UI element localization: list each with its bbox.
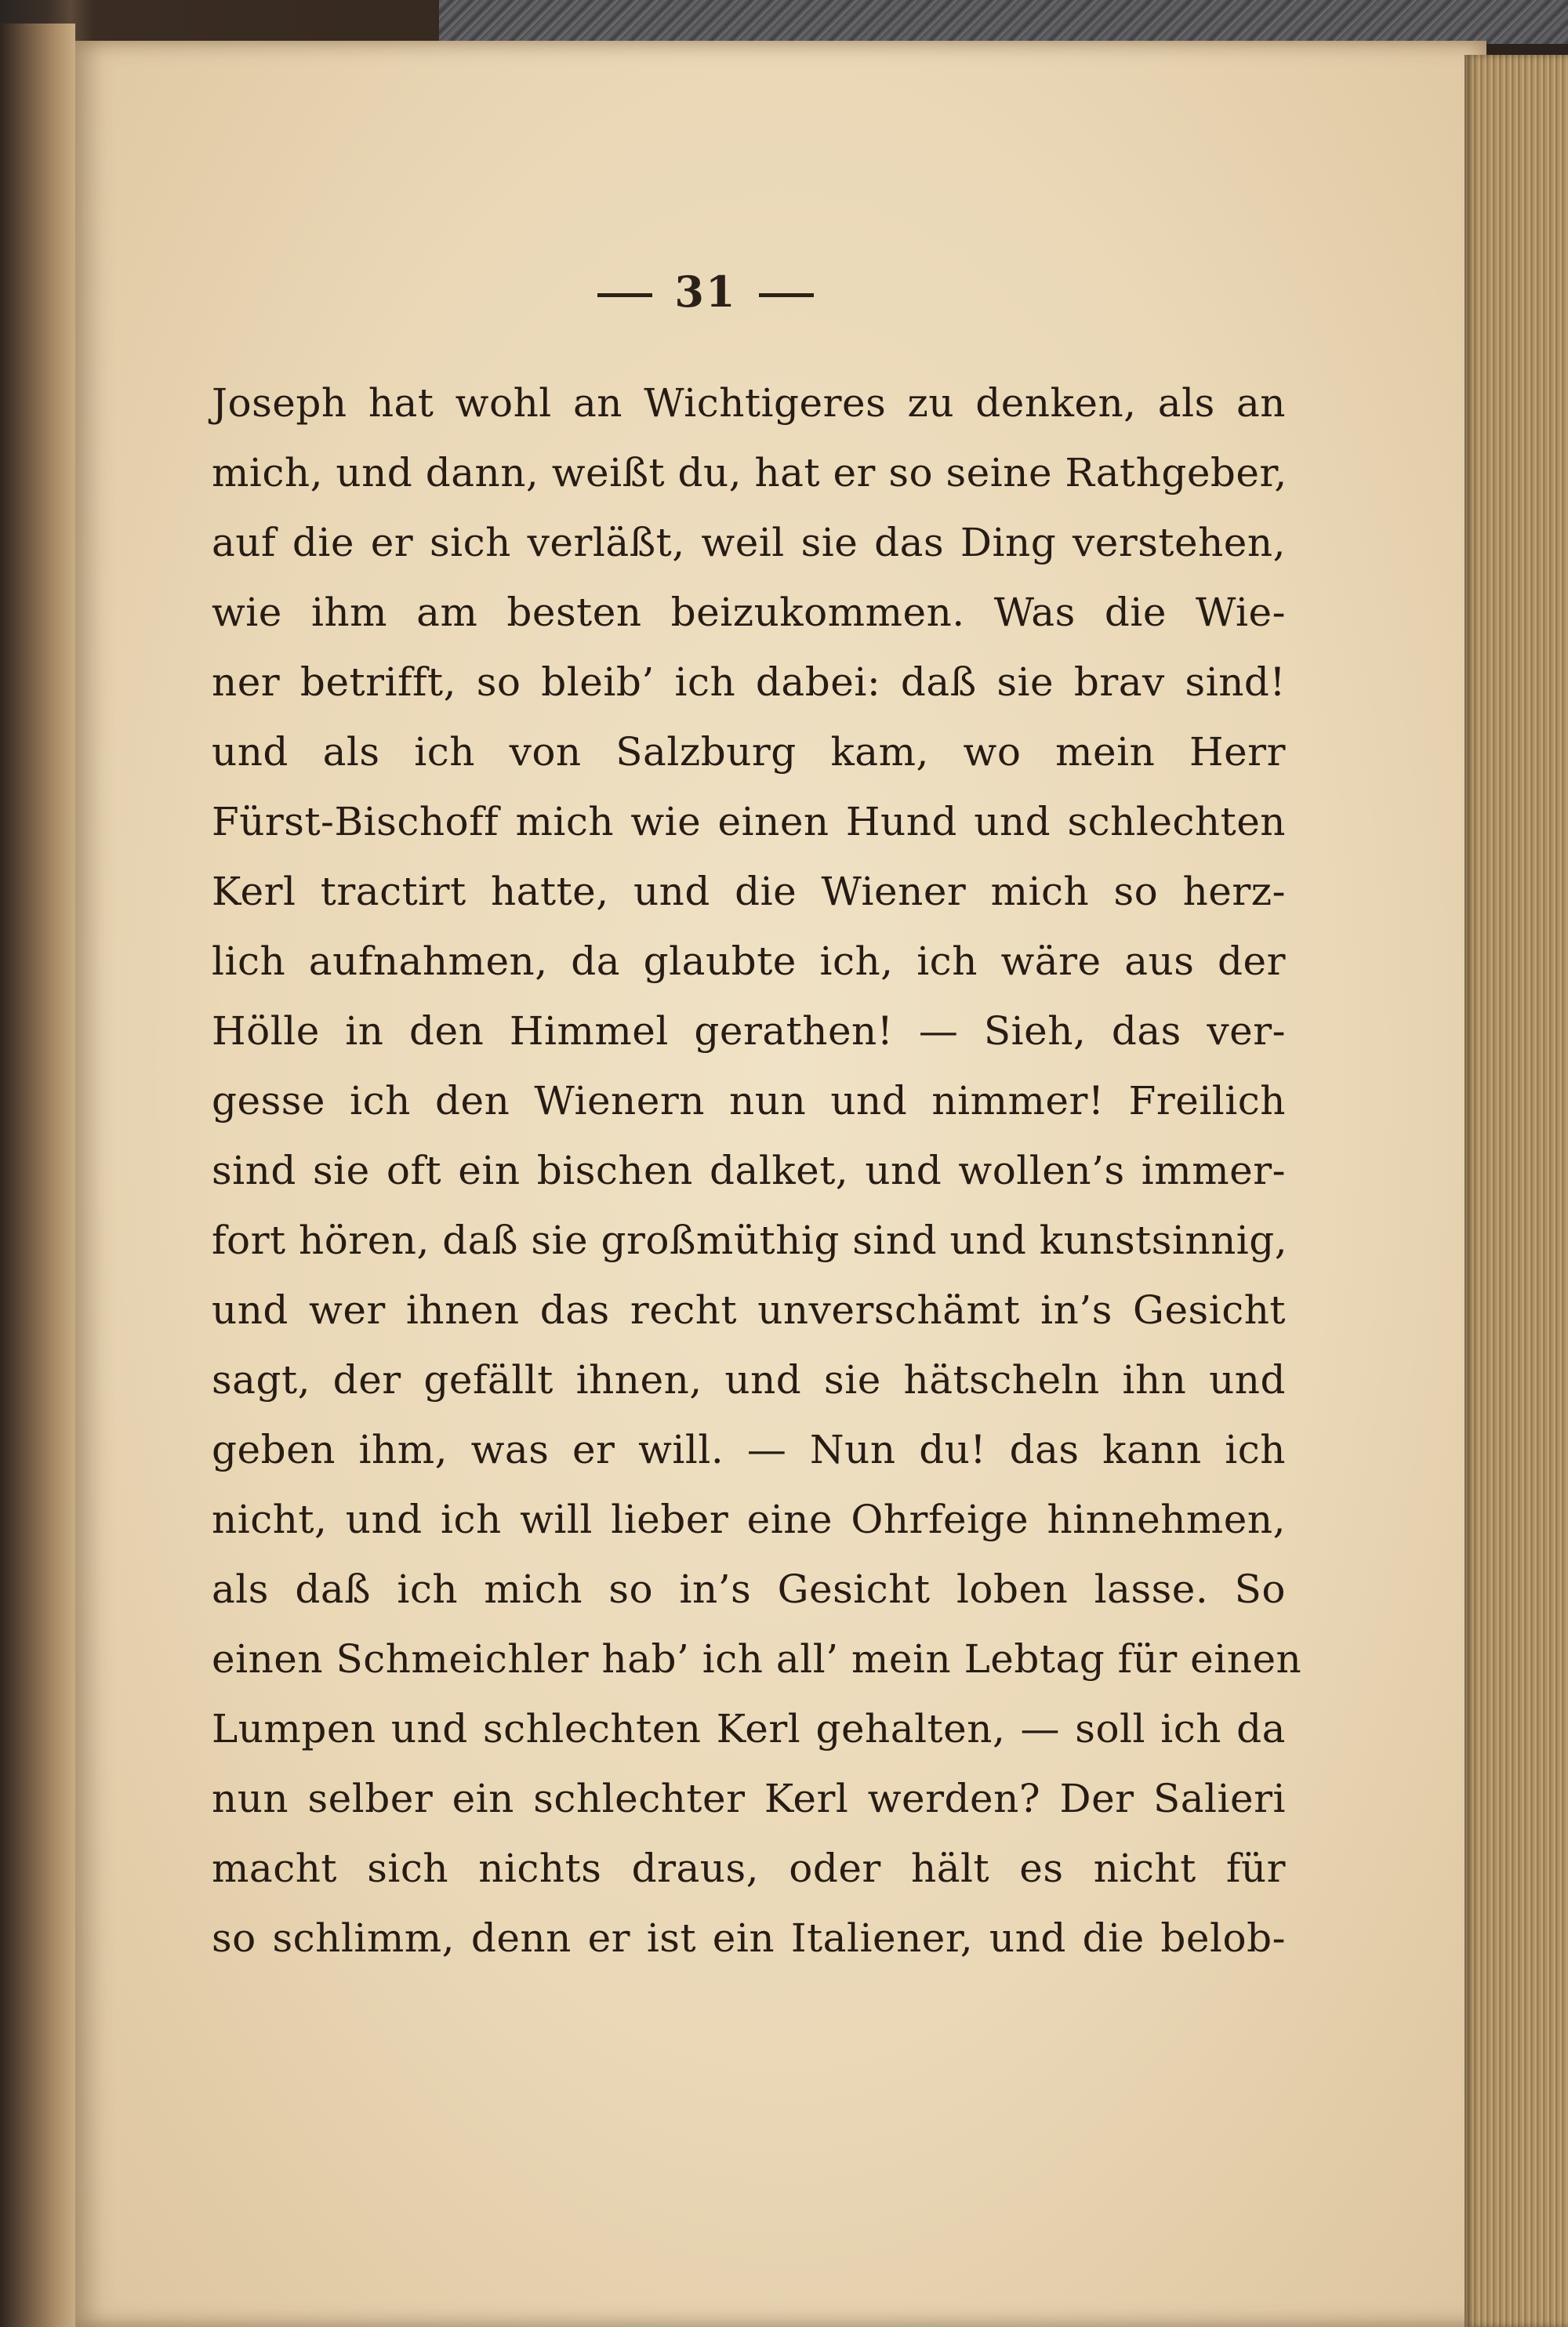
text-line: Hölle in den Himmel gerathen! — Sieh, das ver- [212, 1008, 1286, 1054]
page-number-value: 31 [674, 267, 737, 317]
body-text [212, 368, 1302, 1973]
text-line: und als ich von Salzburg kam, wo mein Herr [212, 729, 1286, 775]
text-line: wie ihm am besten beizukommen. Was die Wie- [212, 590, 1286, 635]
text-line: Lumpen und schlechten Kerl gehalten, — soll ich da [212, 1706, 1286, 1752]
text-line: nun selber ein schlechter Kerl werden? Der Salieri [212, 1776, 1286, 1821]
book-binding [439, 0, 1568, 44]
text-line: gesse ich den Wienern nun und nimmer! Freilich [212, 1078, 1286, 1124]
text-line: macht sich nichts draus, oder hält es nicht für [212, 1846, 1286, 1891]
text-line: fort hören, daß sie großmüthig sind und kunstsinnig, [212, 1218, 1288, 1263]
text-line: mich, und dann, weißt du, hat er so seine Rathgeber, [212, 450, 1287, 496]
text-line: Fürst-Bischoff mich wie einen Hund und schlechten [212, 799, 1286, 844]
text-line: einen Schmeichler hab’ ich all’ mein Lebtag für einen [212, 1636, 1302, 1682]
dash-right [759, 293, 814, 297]
text-line: sagt, der gefällt ihnen, und sie hätscheln ihn und [212, 1357, 1286, 1403]
text-line: Kerl tractirt hatte, und die Wiener mich so herz- [212, 869, 1286, 914]
text-line: und wer ihnen das recht unverschämt in’s Gesicht [212, 1287, 1286, 1333]
text-line: nicht, und ich will lieber eine Ohrfeige hinnehmen, [212, 1497, 1286, 1542]
text-line: so schlimm, denn er ist ein Italiener, und die belob- [212, 1915, 1286, 1961]
text-line: lich aufnahmen, da glaubte ich, ich wäre aus der [212, 938, 1286, 984]
text-line: als daß ich mich so in’s Gesicht loben lasse. So [212, 1566, 1286, 1612]
text-line: auf die er sich verläßt, weil sie das Ding verstehen, [212, 520, 1286, 565]
dash-left [597, 293, 652, 297]
page-number [549, 267, 862, 317]
left-page-edge [0, 24, 75, 2327]
page-stack-edge [1465, 55, 1568, 2327]
text-line: geben ihm, was er will. — Nun du! das kann ich [212, 1427, 1286, 1472]
text-line: sind sie oft ein bischen dalket, und wollen’s immer- [212, 1148, 1286, 1193]
text-line: ner betrifft, so bleib’ ich dabei: daß sie brav sind! [212, 659, 1286, 705]
text-line: Joseph hat wohl an Wichtigeres zu denken, als an [212, 380, 1286, 426]
